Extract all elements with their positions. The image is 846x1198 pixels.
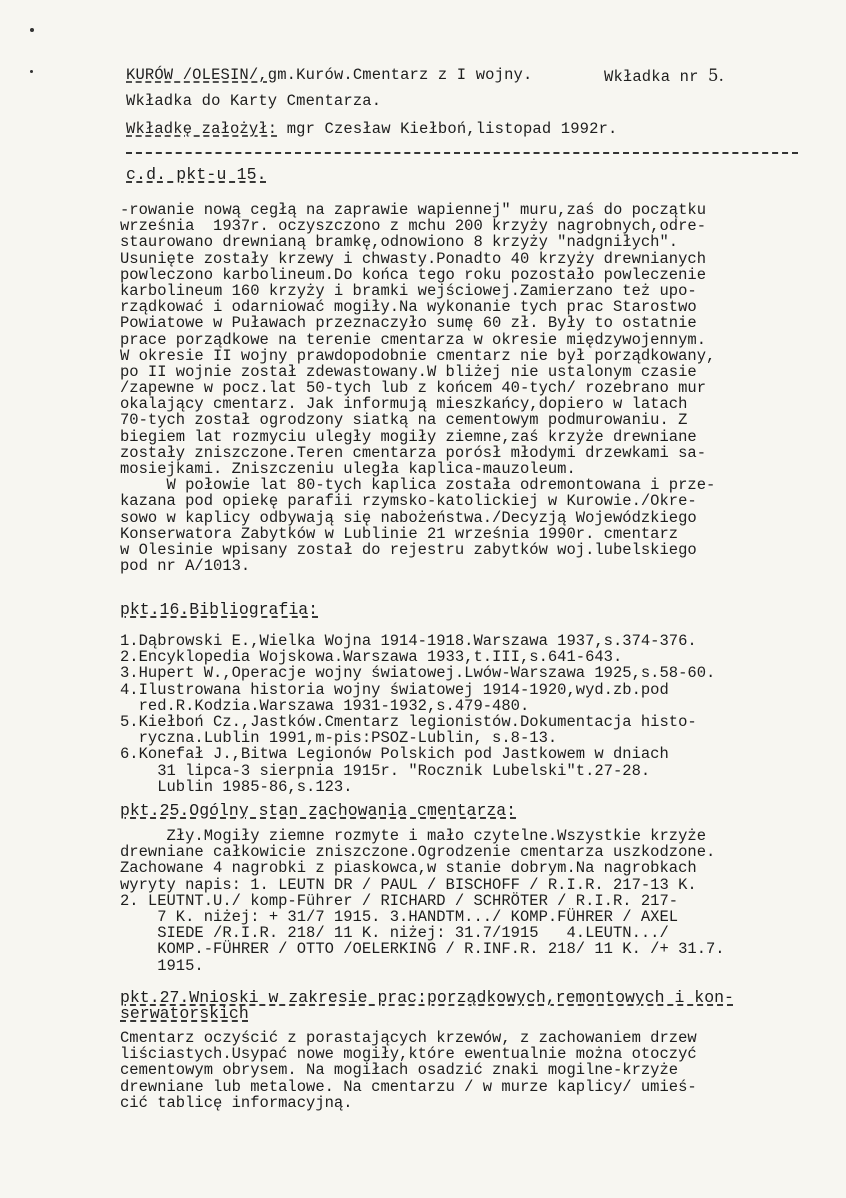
text-line: mosiejkami. Zniszczeniu uległa kaplica-mauzoleum. bbox=[120, 460, 576, 478]
text-line: cementowym obrysem. Na mogiłach osadzić znaki mogilne-krzyże bbox=[120, 1061, 679, 1080]
section-heading-pkt15: c.d. pkt-u 15. bbox=[126, 165, 267, 184]
text-line: red.R.Kodzia.Warszawa 1931-1932,s.479-480. bbox=[120, 696, 530, 715]
text-line: W połowie lat 80-tych kaplica została odremontowana i prze- bbox=[120, 476, 716, 495]
text-line: 7 K. niżej: + 31/7 1915. 3.HANDTM.../ KOMP.FÜHRER / AXEL bbox=[120, 907, 679, 926]
insert-number-line bbox=[604, 66, 774, 86]
text-line: września 1937r. oczyszczono z mchu 200 krzyży nagrobnych,odre- bbox=[120, 217, 706, 236]
section-heading-pkt16: pkt.16.Bibliografia: bbox=[120, 600, 319, 619]
text-line: 1.Dąbrowski E.,Wielka Wojna 1914-1918.Warszawa 1937,s.374-376. bbox=[120, 632, 697, 650]
section-heading-pkt27: pkt.27.Wnioski w zakresie prac:porządkowych,remontowych i kon- bbox=[120, 988, 734, 1007]
text-line: prace porządkowe na terenie cmentarza w okresie międzywojennym. bbox=[120, 330, 706, 349]
text-line: karbolineum 160 krzyży i bramki wejściowej.Zamierzano też upo- bbox=[120, 281, 697, 300]
text-line: kazana pod opiekę parafii rzymsko-katolickiej w Kurowie./Okre- bbox=[120, 492, 697, 511]
text-line: Konserwatora Zabytków w Lublinie 21 września 1990r. cmentarz bbox=[120, 524, 679, 543]
header-author-line bbox=[126, 120, 786, 138]
text-line: drewniane lub metalowe. Na cmentarzu / w murze kaplicy/ umieś- bbox=[120, 1077, 697, 1096]
header-place: KURÓW /OLESIN/, bbox=[126, 66, 268, 84]
text-line: zostały zniszczone.Teren cmentarza porósł młodymi drzewkami sa- bbox=[120, 443, 706, 462]
author-label: Wkładkę założył: bbox=[126, 120, 278, 138]
text-line: cić tablicę informacyjną. bbox=[120, 1093, 353, 1112]
text-line: w Olesinie wpisany został do rejestru zabytków woj.lubelskiego bbox=[120, 540, 697, 559]
author-value: mgr Czesław Kiełboń,listopad 1992r. bbox=[286, 120, 618, 138]
text-line: pod nr A/1013. bbox=[120, 557, 251, 576]
text-line: ryczna.Lublin 1991,m-pis:PSOZ-Lublin, s.8-13. bbox=[120, 729, 558, 748]
text-line: 5.Kiełboń Cz.,Jastków.Cmentarz legionistów.Dokumentacja histo- bbox=[120, 712, 697, 731]
header-title: gm.Kurów.Cmentarz z I wojny. bbox=[267, 66, 533, 84]
text-line: biegiem lat rozmyciu uległy mogiły ziemne,zaś krzyże drewniane bbox=[120, 427, 697, 446]
section-heading-pkt25: pkt.25.Ogólny stan zachowania cmentarza: bbox=[120, 801, 517, 820]
punch-mark bbox=[30, 28, 34, 32]
text-line: 70-tych został ogrodzony siatką na cementowym podmurowaniu. Z bbox=[120, 411, 688, 430]
section-body-pkt15 bbox=[120, 202, 810, 574]
section-body-pkt16 bbox=[120, 633, 810, 795]
text-line: liściastych.Usypać nowe mogiły,które ewentualnie można otoczyć bbox=[120, 1045, 697, 1064]
text-line: Powiatowe w Puławach przeznaczyło sumę 60 zł. Były to ostatnie bbox=[120, 314, 697, 333]
insert-label: Wkładka nr bbox=[604, 68, 699, 86]
text-line: W okresie II wojny prawdopodobnie cmentarz nie był porządkowany, bbox=[120, 346, 716, 365]
text-line: /zapewne w pocz.lat 50-tych lub z końcem 40-tych/ rozebrano mur bbox=[120, 379, 706, 398]
text-line: SIEDE /R.I.R. 218/ 11 K. niżej: 31.7/1915 4.LEUTN.../ bbox=[120, 924, 669, 943]
text-line: Cmentarz oczyścić z porastających krzewów, z zachowaniem drzew bbox=[120, 1029, 697, 1047]
text-line: 1915. bbox=[120, 956, 204, 975]
text-line: staurowano drewnianą bramkę,odnowiono 8 krzyży "nadgniłych". bbox=[120, 233, 679, 252]
text-line: drewniane całkowicie zniszczone.Ogrodzenie cmentarza uszkodzone. bbox=[120, 843, 716, 862]
text-line: 31 lipca-3 sierpnia 1915r. "Rocznik Lubelski"t.27-28. bbox=[120, 761, 651, 780]
text-line: wyryty napis: 1. LEUTN DR / PAUL / BISCHOFF / R.I.R. 217-13 K. bbox=[120, 875, 697, 894]
header-subtitle: Wkładka do Karty Cmentarza. bbox=[126, 92, 382, 110]
section-body-pkt27 bbox=[120, 1030, 810, 1111]
text-line: Usunięte zostały krzewy i chwasty.Ponadto 40 krzyży drewnianych bbox=[120, 249, 706, 268]
text-line: 4.Ilustrowana historia wojny światowej 1914-1920,wyd.zb.pod bbox=[120, 680, 669, 699]
text-line: sowo w kaplicy odbywają się nabożeństwa./Decyzją Wojewódzkiego bbox=[120, 508, 697, 527]
text-line: 2. LEUTNT.U./ komp-Führer / RICHARD / SCHRÖTER / R.I.R. 217- bbox=[120, 891, 679, 910]
text-line: okalający cmentarz. Jak informują mieszkańcy,dopiero w latach bbox=[120, 395, 688, 414]
text-line: 6.Konefał J.,Bitwa Legionów Polskich pod Jastkowem w dniach bbox=[120, 745, 669, 764]
header-divider bbox=[126, 152, 798, 154]
text-line: -rowanie nową cegłą na zaprawie wapiennej" muru,zaś do początku bbox=[120, 201, 706, 219]
text-line: Zachowane 4 nagrobki z piaskowca,w stanie dobrym.Na nagrobkach bbox=[120, 859, 697, 878]
text-line: rządkować i odarniować mogiły.Na wykonanie tych prac Starostwo bbox=[120, 298, 697, 317]
insert-number: 5. bbox=[707, 66, 725, 85]
text-line: po II wojnie został zdewastowany.W bliżej nie ustalonym czasie bbox=[120, 362, 697, 381]
text-line: Zły.Mogiły ziemne rozmyte i mało czytelne.Wszystkie krzyże bbox=[120, 827, 706, 845]
punch-mark bbox=[30, 70, 33, 73]
text-line: 3.Hupert W.,Operacje wojny światowej.Lwów-Warszawa 1925,s.58-60. bbox=[120, 664, 716, 683]
text-line: 2.Encyklopedia Wojskowa.Warszawa 1933,t.III,s.641-643. bbox=[120, 648, 623, 667]
text-line: powleczono karbolineum.Do końca tego roku pozostało powleczenie bbox=[120, 265, 706, 284]
section-heading-pkt27-cont: serwatorskich bbox=[120, 1004, 249, 1023]
section-body-pkt25 bbox=[120, 828, 810, 974]
text-line: Lublin 1985-86,s.123. bbox=[120, 777, 353, 796]
text-line: KOMP.-FÜHRER / OTTO /OELERKING / R.INF.R. 218/ 11 K. /+ 31.7. bbox=[120, 940, 725, 959]
